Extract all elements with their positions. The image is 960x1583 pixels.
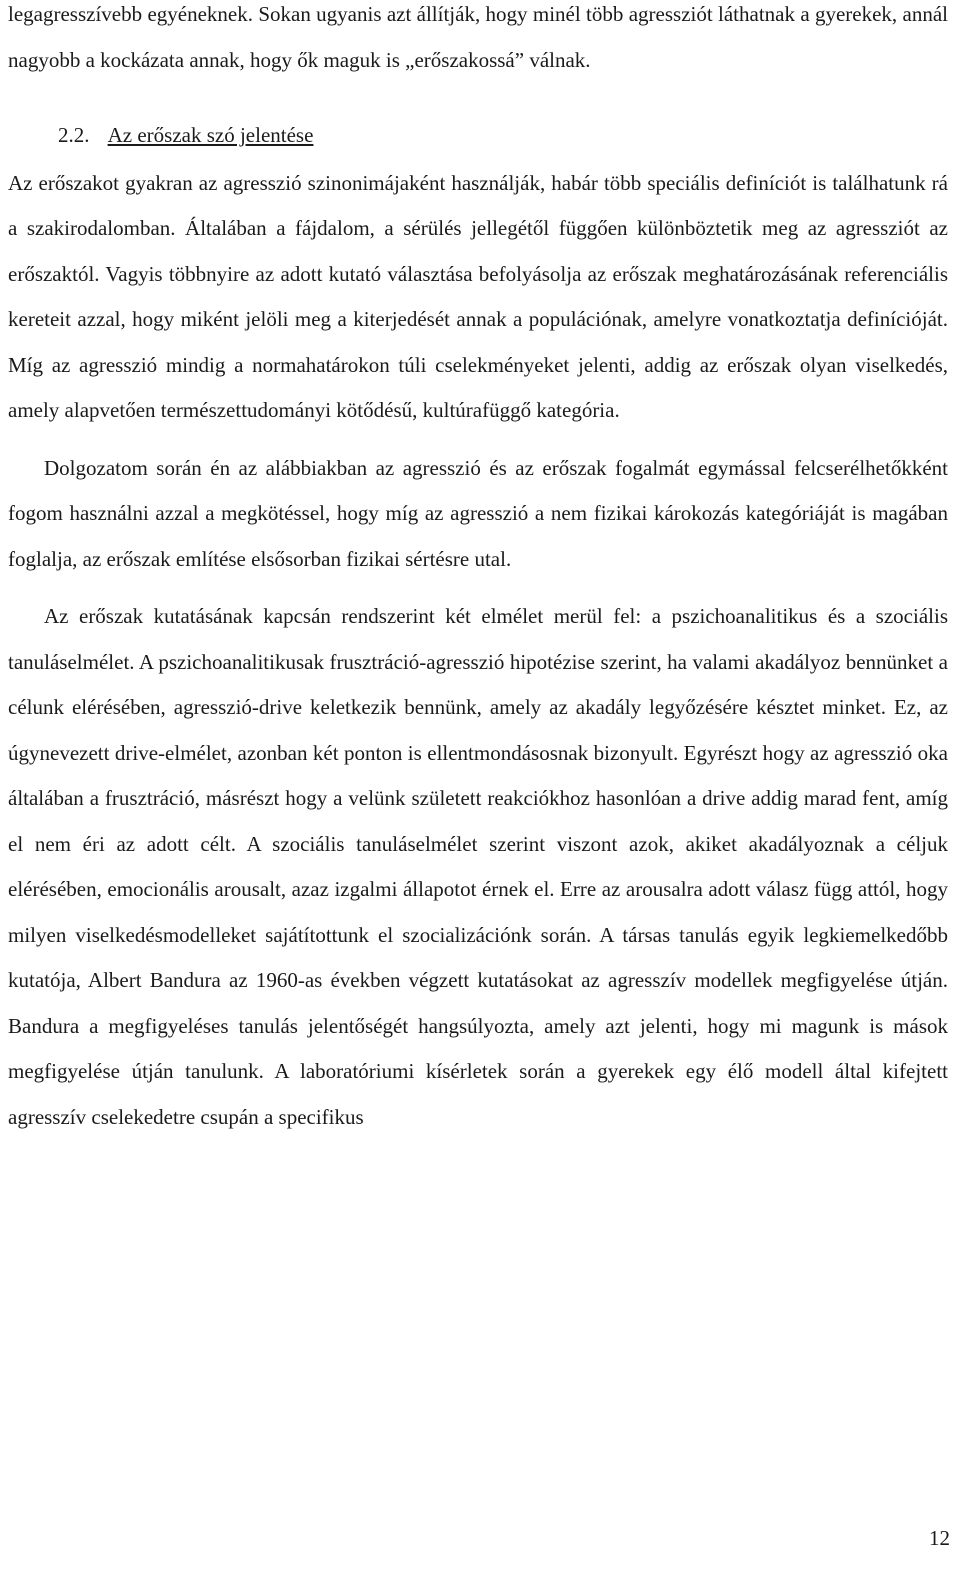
paragraph-theories: Az erőszak kutatásának kapcsán rendszerint két elmélet merül fel: a pszichoanalitikus és a szociális tanuláselmélet. A pszichoanalitikusak frusztráció-agresszió hipotézise szerint, ha valami akadályoz bennünket a célunk elérésében, agresszió-drive keletkezik bennünk, amely az akadály legyőzésére késztet minket. Ez, az úgynevezett drive-elmélet, azonban két ponton is ellentmondásosnak bizonyult. Egyrészt hogy az agresszió oka általában a frusztráció, másrészt hogy a velünk született reakciókhoz hasonlóan a drive addig marad fent, amíg el nem éri az adott célt. A szociális tanuláselmélet szerint viszont azok, akiket akadályoznak a céljuk elérésében, emocionális arousalt, azaz izgalmi állapotot érnek el. Erre az arousalra adott válasz függ attól, hogy milyen viselkedésmodelleket sajátítottunk el szocializációnk során. A társas tanulás egyik legkiemelkedőbb kutatója, Albert Bandura az 1960-as években végzett kutatásokat az agresszív modellek megfigyelése útján. Bandura a megfigyeléses tanulás jelentőségét hangsúlyozta, amely azt jelenti, hogy mi magunk is mások megfigyelése útján tanulunk. A laboratóriumi kísérletek során a gyerekek egy élő modell által kifejtett agresszív cselekedetre csupán a specifikus: [8, 604, 948, 1129]
paragraph-usage: Dolgozatom során én az alábbiakban az agresszió és az erőszak fogalmát egymással felcserélhetőkként fogom használni azzal a megkötéssel, hogy míg az agresszió a nem fizikai károkozás kategóriáját is magában foglalja, az erőszak említése elsősorban fizikai sértésre utal.: [8, 455, 948, 571]
paragraph-definition: Az erőszakot gyakran az agresszió szinonimájaként használják, habár több speciális definíciót is találhatunk rá a szakirodalomban. Általában a fájdalom, a sérülés jellegétől függően különböztetik meg az agressziót az erőszaktól. Vagyis többnyire az adott kutató választása befolyásolja az erőszak meghatározásának referenciális kereteit azzal, hogy miként jelöli meg a kiterjedését annak a populációnak, amelyre vonatkoztatja definícióját. Míg az agresszió mindig a normahatárokon túli cselekményeket jelenti, addig az erőszak olyan viselkedés, amely alapvetően természettudományi kötődésű, kultúrafüggő kategória.: [8, 170, 948, 422]
section-heading: [8, 113, 948, 159]
section-number: 2.2.: [58, 123, 90, 147]
document-page: [8, 0, 948, 1140]
section-title: Az erőszak szó jelentése: [107, 123, 314, 147]
opening-paragraph: legagresszívebb egyéneknek. Sokan ugyanis azt állítják, hogy minél több agressziót láthatnak a gyerekek, annál nagyobb a kockázata annak, hogy ők maguk is „erőszakossá” válnak.: [8, 2, 948, 72]
page-number: 12: [929, 1526, 950, 1550]
